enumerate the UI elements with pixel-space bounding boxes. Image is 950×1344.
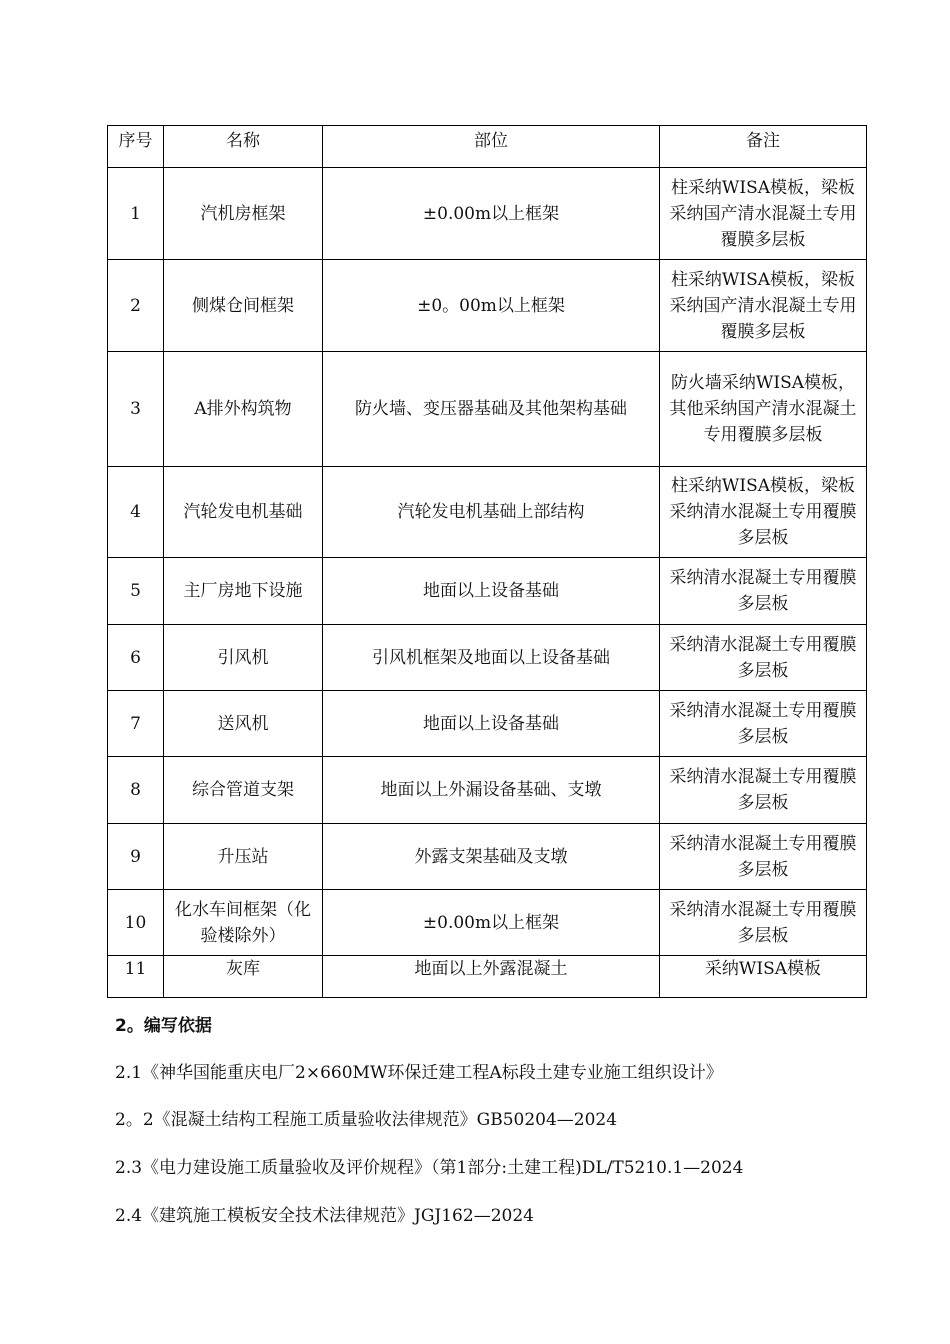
table-row [108,890,867,956]
row-part: ±0.00m以上框架 [323,890,660,956]
row-name: 综合管道支架 [164,757,323,824]
row-note: 采纳清水混凝土专用覆膜多层板 [660,625,867,691]
reference-item: 2.4《建筑施工模板安全技术法律规范》JGJ162—2024 [115,1206,534,1226]
row-no: 1 [108,168,164,260]
table-header-row [108,126,867,168]
row-note: 采纳清水混凝土专用覆膜多层板 [660,691,867,757]
row-name: 升压站 [164,824,323,890]
table-row [108,168,867,260]
reference-item: 2.3《电力建设施工质量验收及评价规程》（第1部分:土建工程)DL/T5210.1—2024 [115,1158,744,1178]
row-part: 引风机框架及地面以上设备基础 [323,625,660,691]
row-name: 汽轮发电机基础 [164,467,323,558]
work-scope-table [107,125,867,998]
row-name: A排外构筑物 [164,352,323,467]
row-no: 9 [108,824,164,890]
row-part: ±0。00m以上框架 [323,260,660,352]
row-no: 2 [108,260,164,352]
row-name: 主厂房地下设施 [164,558,323,625]
row-part: 汽轮发电机基础上部结构 [323,467,660,558]
row-no: 7 [108,691,164,757]
row-part: 地面以上外露混凝土 [323,956,660,998]
header-no: 序号 [108,126,164,168]
row-no: 11 [108,956,164,998]
header-note: 备注 [660,126,867,168]
row-name: 汽机房框架 [164,168,323,260]
header-part: 部位 [323,126,660,168]
row-part: 地面以上外漏设备基础、支墩 [323,757,660,824]
table-row [108,352,867,467]
row-name: 侧煤仓间框架 [164,260,323,352]
row-name: 化水车间框架（化验楼除外） [164,890,323,956]
row-note: 防火墙采纳WISA模板，其他采纳国产清水混凝土专用覆膜多层板 [660,352,867,467]
row-part: ±0.00m以上框架 [323,168,660,260]
row-no: 3 [108,352,164,467]
table-row [108,558,867,625]
table-row [108,625,867,691]
row-part: 地面以上设备基础 [323,558,660,625]
row-name: 引风机 [164,625,323,691]
row-name: 灰库 [164,956,323,998]
table-row [108,757,867,824]
header-name: 名称 [164,126,323,168]
row-note: 柱采纳WISA模板，梁板采纳清水混凝土专用覆膜多层板 [660,467,867,558]
table-row [108,956,867,998]
reference-item: 2.1《神华国能重庆电厂2×660MW环保迁建工程A标段土建专业施工组织设计》 [115,1063,723,1083]
row-no: 10 [108,890,164,956]
row-note: 柱采纳WISA模板，梁板采纳国产清水混凝土专用覆膜多层板 [660,168,867,260]
reference-item: 2。2《混凝土结构工程施工质量验收法律规范》GB50204—2024 [115,1110,618,1130]
row-note: 采纳清水混凝土专用覆膜多层板 [660,890,867,956]
row-note: 采纳WISA模板 [660,956,867,998]
row-part: 外露支架基础及支墩 [323,824,660,890]
table-row [108,260,867,352]
row-part: 防火墙、变压器基础及其他架构基础 [323,352,660,467]
row-note: 采纳清水混凝土专用覆膜多层板 [660,558,867,625]
row-part: 地面以上设备基础 [323,691,660,757]
row-name: 送风机 [164,691,323,757]
table-row [108,691,867,757]
table-row [108,467,867,558]
table-row [108,824,867,890]
row-note: 采纳清水混凝土专用覆膜多层板 [660,824,867,890]
row-no: 4 [108,467,164,558]
row-no: 8 [108,757,164,824]
row-no: 5 [108,558,164,625]
row-no: 6 [108,625,164,691]
section-heading: 2。编写依据 [115,1016,212,1036]
row-note: 采纳清水混凝土专用覆膜多层板 [660,757,867,824]
row-note: 柱采纳WISA模板，梁板采纳国产清水混凝土专用覆膜多层板 [660,260,867,352]
